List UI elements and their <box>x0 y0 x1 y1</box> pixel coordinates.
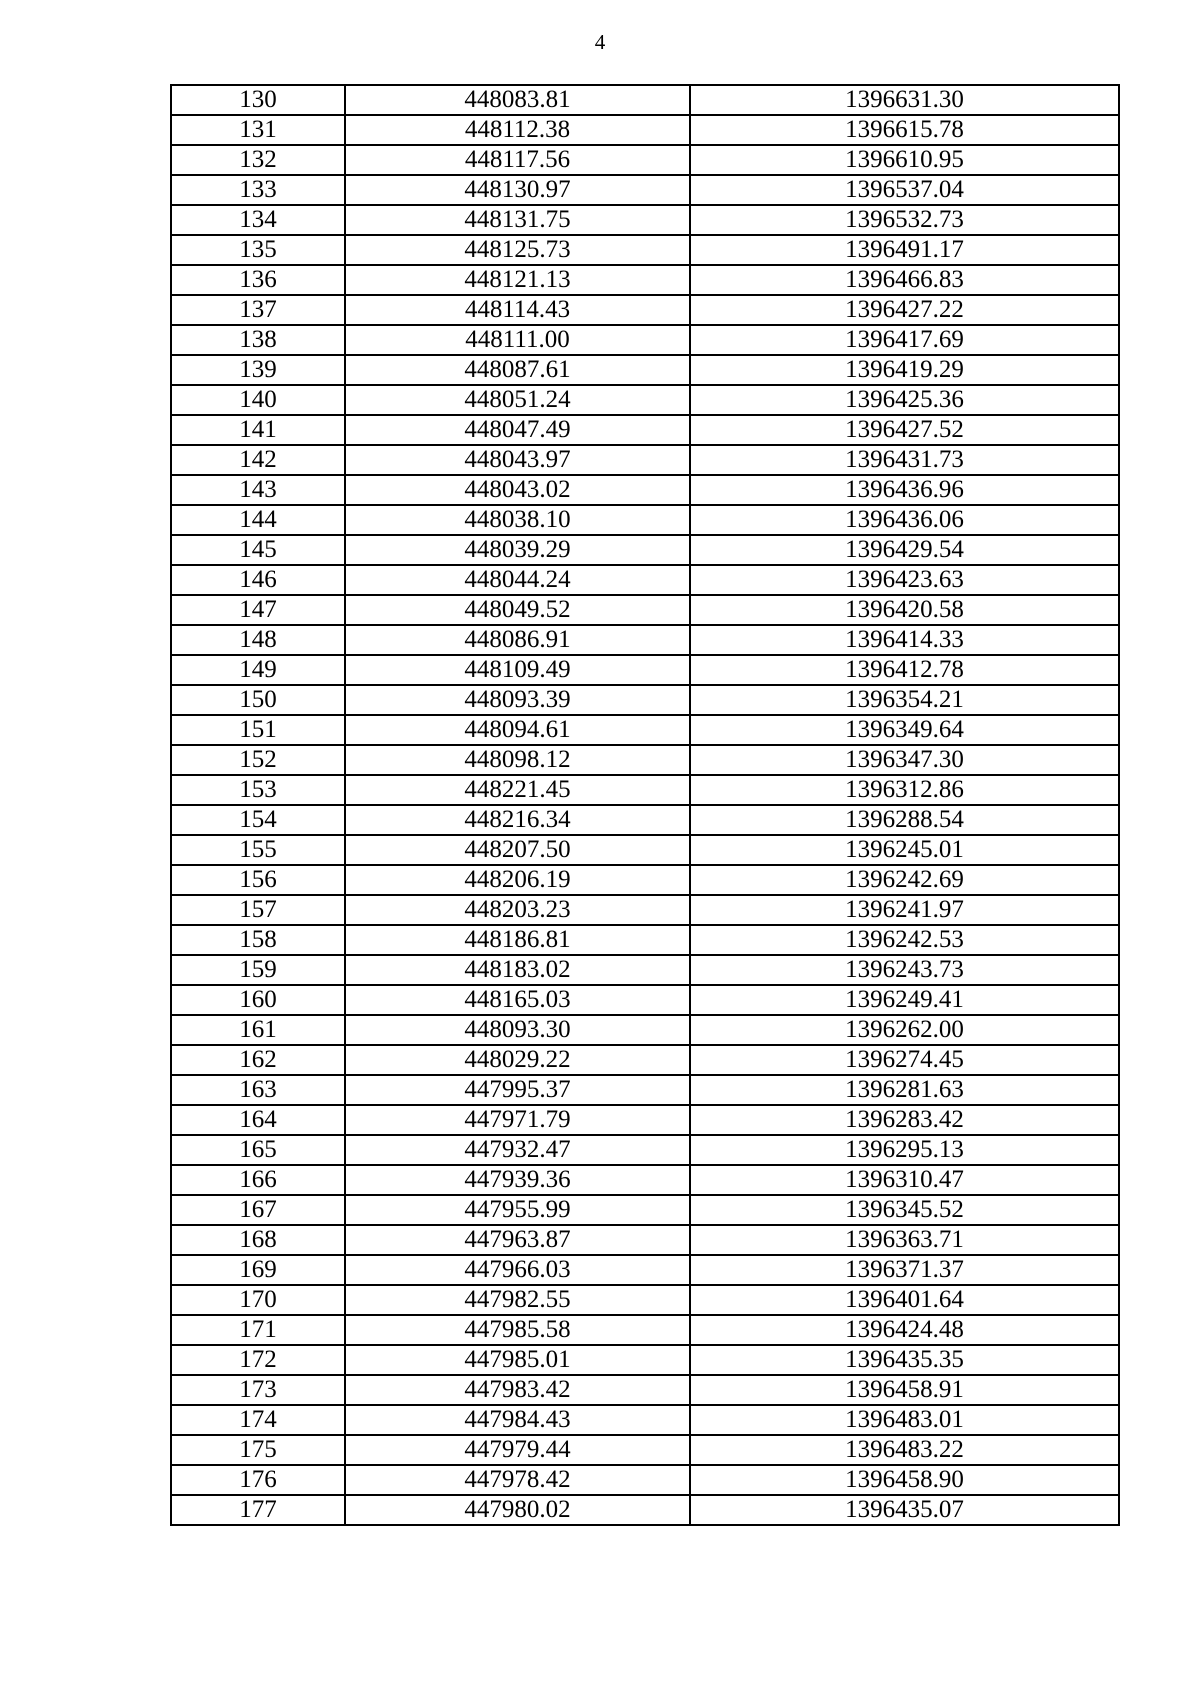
table-row <box>171 1105 1119 1135</box>
y-coordinate-cell: 1396417.69 <box>690 325 1119 355</box>
y-coordinate-cell: 1396419.29 <box>690 355 1119 385</box>
x-coordinate-cell: 447979.44 <box>345 1435 690 1465</box>
point-number-cell: 130 <box>171 85 345 115</box>
y-coordinate-cell: 1396427.22 <box>690 295 1119 325</box>
point-number-cell: 162 <box>171 1045 345 1075</box>
table-row <box>171 1495 1119 1525</box>
point-number-cell: 166 <box>171 1165 345 1195</box>
point-number-cell: 134 <box>171 205 345 235</box>
table-row <box>171 955 1119 985</box>
table-row <box>171 1195 1119 1225</box>
table-row <box>171 1225 1119 1255</box>
x-coordinate-cell: 448117.56 <box>345 145 690 175</box>
page-number: 4 <box>594 30 606 54</box>
x-coordinate-cell: 448098.12 <box>345 745 690 775</box>
y-coordinate-cell: 1396262.00 <box>690 1015 1119 1045</box>
table-row <box>171 925 1119 955</box>
point-number-cell: 145 <box>171 535 345 565</box>
x-coordinate-cell: 448038.10 <box>345 505 690 535</box>
x-coordinate-cell: 448111.00 <box>345 325 690 355</box>
point-number-cell: 163 <box>171 1075 345 1105</box>
x-coordinate-cell: 448109.49 <box>345 655 690 685</box>
y-coordinate-cell: 1396249.41 <box>690 985 1119 1015</box>
x-coordinate-cell: 447932.47 <box>345 1135 690 1165</box>
x-coordinate-cell: 448039.29 <box>345 535 690 565</box>
point-number-cell: 143 <box>171 475 345 505</box>
point-number-cell: 136 <box>171 265 345 295</box>
y-coordinate-cell: 1396243.73 <box>690 955 1119 985</box>
table-row <box>171 1285 1119 1315</box>
x-coordinate-cell: 448121.13 <box>345 265 690 295</box>
table-row <box>171 175 1119 205</box>
y-coordinate-cell: 1396423.63 <box>690 565 1119 595</box>
x-coordinate-cell: 447955.99 <box>345 1195 690 1225</box>
table-row <box>171 1405 1119 1435</box>
point-number-cell: 139 <box>171 355 345 385</box>
y-coordinate-cell: 1396354.21 <box>690 685 1119 715</box>
y-coordinate-cell: 1396310.47 <box>690 1165 1119 1195</box>
y-coordinate-cell: 1396436.96 <box>690 475 1119 505</box>
y-coordinate-cell: 1396242.53 <box>690 925 1119 955</box>
table-row <box>171 205 1119 235</box>
y-coordinate-cell: 1396363.71 <box>690 1225 1119 1255</box>
point-number-cell: 150 <box>171 685 345 715</box>
x-coordinate-cell: 447971.79 <box>345 1105 690 1135</box>
x-coordinate-cell: 448125.73 <box>345 235 690 265</box>
y-coordinate-cell: 1396631.30 <box>690 85 1119 115</box>
point-number-cell: 138 <box>171 325 345 355</box>
y-coordinate-cell: 1396425.36 <box>690 385 1119 415</box>
x-coordinate-cell: 448131.75 <box>345 205 690 235</box>
x-coordinate-cell: 447995.37 <box>345 1075 690 1105</box>
table-row <box>171 715 1119 745</box>
x-coordinate-cell: 448083.81 <box>345 85 690 115</box>
table-row <box>171 1315 1119 1345</box>
x-coordinate-cell: 448043.97 <box>345 445 690 475</box>
table-row <box>171 1345 1119 1375</box>
table-row <box>171 565 1119 595</box>
table-row <box>171 445 1119 475</box>
x-coordinate-cell: 448047.49 <box>345 415 690 445</box>
x-coordinate-cell: 447978.42 <box>345 1465 690 1495</box>
x-coordinate-cell: 448216.34 <box>345 805 690 835</box>
point-number-cell: 132 <box>171 145 345 175</box>
table-row <box>171 505 1119 535</box>
table-row <box>171 145 1119 175</box>
x-coordinate-cell: 448206.19 <box>345 865 690 895</box>
y-coordinate-cell: 1396466.83 <box>690 265 1119 295</box>
table-row <box>171 265 1119 295</box>
table-row <box>171 985 1119 1015</box>
x-coordinate-cell: 447980.02 <box>345 1495 690 1525</box>
y-coordinate-cell: 1396414.33 <box>690 625 1119 655</box>
x-coordinate-cell: 447963.87 <box>345 1225 690 1255</box>
point-number-cell: 147 <box>171 595 345 625</box>
table-row <box>171 1045 1119 1075</box>
y-coordinate-cell: 1396610.95 <box>690 145 1119 175</box>
table-row <box>171 535 1119 565</box>
table-row <box>171 385 1119 415</box>
y-coordinate-cell: 1396242.69 <box>690 865 1119 895</box>
point-number-cell: 154 <box>171 805 345 835</box>
y-coordinate-cell: 1396274.45 <box>690 1045 1119 1075</box>
point-number-cell: 164 <box>171 1105 345 1135</box>
x-coordinate-cell: 448203.23 <box>345 895 690 925</box>
x-coordinate-cell: 448049.52 <box>345 595 690 625</box>
y-coordinate-cell: 1396435.35 <box>690 1345 1119 1375</box>
x-coordinate-cell: 448029.22 <box>345 1045 690 1075</box>
y-coordinate-cell: 1396483.01 <box>690 1405 1119 1435</box>
point-number-cell: 153 <box>171 775 345 805</box>
table-row <box>171 115 1119 145</box>
x-coordinate-cell: 448043.02 <box>345 475 690 505</box>
y-coordinate-cell: 1396312.86 <box>690 775 1119 805</box>
table-row <box>171 1015 1119 1045</box>
table-row <box>171 835 1119 865</box>
y-coordinate-cell: 1396483.22 <box>690 1435 1119 1465</box>
point-number-cell: 133 <box>171 175 345 205</box>
y-coordinate-cell: 1396435.07 <box>690 1495 1119 1525</box>
coordinates-table-body <box>171 85 1119 1525</box>
point-number-cell: 171 <box>171 1315 345 1345</box>
point-number-cell: 157 <box>171 895 345 925</box>
table-row <box>171 625 1119 655</box>
x-coordinate-cell: 448093.39 <box>345 685 690 715</box>
point-number-cell: 142 <box>171 445 345 475</box>
x-coordinate-cell: 448130.97 <box>345 175 690 205</box>
table-row <box>171 355 1119 385</box>
table-row <box>171 685 1119 715</box>
x-coordinate-cell: 448186.81 <box>345 925 690 955</box>
point-number-cell: 172 <box>171 1345 345 1375</box>
point-number-cell: 152 <box>171 745 345 775</box>
y-coordinate-cell: 1396458.91 <box>690 1375 1119 1405</box>
y-coordinate-cell: 1396401.64 <box>690 1285 1119 1315</box>
table-row <box>171 1435 1119 1465</box>
x-coordinate-cell: 447985.01 <box>345 1345 690 1375</box>
y-coordinate-cell: 1396429.54 <box>690 535 1119 565</box>
x-coordinate-cell: 447983.42 <box>345 1375 690 1405</box>
x-coordinate-cell: 448051.24 <box>345 385 690 415</box>
point-number-cell: 160 <box>171 985 345 1015</box>
table-row <box>171 85 1119 115</box>
point-number-cell: 131 <box>171 115 345 145</box>
table-row <box>171 475 1119 505</box>
y-coordinate-cell: 1396281.63 <box>690 1075 1119 1105</box>
y-coordinate-cell: 1396412.78 <box>690 655 1119 685</box>
point-number-cell: 144 <box>171 505 345 535</box>
table-row <box>171 865 1119 895</box>
y-coordinate-cell: 1396431.73 <box>690 445 1119 475</box>
y-coordinate-cell: 1396349.64 <box>690 715 1119 745</box>
point-number-cell: 165 <box>171 1135 345 1165</box>
x-coordinate-cell: 448183.02 <box>345 955 690 985</box>
point-number-cell: 173 <box>171 1375 345 1405</box>
y-coordinate-cell: 1396427.52 <box>690 415 1119 445</box>
table-row <box>171 325 1119 355</box>
point-number-cell: 158 <box>171 925 345 955</box>
point-number-cell: 135 <box>171 235 345 265</box>
x-coordinate-cell: 447984.43 <box>345 1405 690 1435</box>
x-coordinate-cell: 448044.24 <box>345 565 690 595</box>
y-coordinate-cell: 1396615.78 <box>690 115 1119 145</box>
point-number-cell: 146 <box>171 565 345 595</box>
y-coordinate-cell: 1396347.30 <box>690 745 1119 775</box>
table-row <box>171 1075 1119 1105</box>
point-number-cell: 156 <box>171 865 345 895</box>
x-coordinate-cell: 448086.91 <box>345 625 690 655</box>
point-number-cell: 140 <box>171 385 345 415</box>
point-number-cell: 161 <box>171 1015 345 1045</box>
point-number-cell: 159 <box>171 955 345 985</box>
point-number-cell: 177 <box>171 1495 345 1525</box>
y-coordinate-cell: 1396288.54 <box>690 805 1119 835</box>
table-row <box>171 1165 1119 1195</box>
table-row <box>171 805 1119 835</box>
x-coordinate-cell: 448165.03 <box>345 985 690 1015</box>
table-row <box>171 235 1119 265</box>
y-coordinate-cell: 1396345.52 <box>690 1195 1119 1225</box>
point-number-cell: 168 <box>171 1225 345 1255</box>
x-coordinate-cell: 448093.30 <box>345 1015 690 1045</box>
coordinates-table <box>170 84 1120 1526</box>
table-row <box>171 415 1119 445</box>
table-row <box>171 595 1119 625</box>
x-coordinate-cell: 448114.43 <box>345 295 690 325</box>
x-coordinate-cell: 447939.36 <box>345 1165 690 1195</box>
y-coordinate-cell: 1396532.73 <box>690 205 1119 235</box>
point-number-cell: 137 <box>171 295 345 325</box>
point-number-cell: 151 <box>171 715 345 745</box>
table-row <box>171 295 1119 325</box>
table-row <box>171 1255 1119 1285</box>
point-number-cell: 141 <box>171 415 345 445</box>
y-coordinate-cell: 1396241.97 <box>690 895 1119 925</box>
x-coordinate-cell: 448094.61 <box>345 715 690 745</box>
x-coordinate-cell: 447985.58 <box>345 1315 690 1345</box>
point-number-cell: 149 <box>171 655 345 685</box>
point-number-cell: 174 <box>171 1405 345 1435</box>
y-coordinate-cell: 1396424.48 <box>690 1315 1119 1345</box>
table-row <box>171 1375 1119 1405</box>
y-coordinate-cell: 1396537.04 <box>690 175 1119 205</box>
y-coordinate-cell: 1396283.42 <box>690 1105 1119 1135</box>
y-coordinate-cell: 1396458.90 <box>690 1465 1119 1495</box>
x-coordinate-cell: 447966.03 <box>345 1255 690 1285</box>
table-row <box>171 1465 1119 1495</box>
y-coordinate-cell: 1396295.13 <box>690 1135 1119 1165</box>
point-number-cell: 170 <box>171 1285 345 1315</box>
y-coordinate-cell: 1396436.06 <box>690 505 1119 535</box>
point-number-cell: 148 <box>171 625 345 655</box>
point-number-cell: 167 <box>171 1195 345 1225</box>
y-coordinate-cell: 1396245.01 <box>690 835 1119 865</box>
y-coordinate-cell: 1396491.17 <box>690 235 1119 265</box>
x-coordinate-cell: 448221.45 <box>345 775 690 805</box>
point-number-cell: 175 <box>171 1435 345 1465</box>
y-coordinate-cell: 1396371.37 <box>690 1255 1119 1285</box>
x-coordinate-cell: 448112.38 <box>345 115 690 145</box>
x-coordinate-cell: 448087.61 <box>345 355 690 385</box>
y-coordinate-cell: 1396420.58 <box>690 595 1119 625</box>
table-row <box>171 745 1119 775</box>
table-row <box>171 1135 1119 1165</box>
point-number-cell: 176 <box>171 1465 345 1495</box>
x-coordinate-cell: 448207.50 <box>345 835 690 865</box>
table-row <box>171 895 1119 925</box>
point-number-cell: 155 <box>171 835 345 865</box>
table-row <box>171 655 1119 685</box>
point-number-cell: 169 <box>171 1255 345 1285</box>
table-row <box>171 775 1119 805</box>
x-coordinate-cell: 447982.55 <box>345 1285 690 1315</box>
